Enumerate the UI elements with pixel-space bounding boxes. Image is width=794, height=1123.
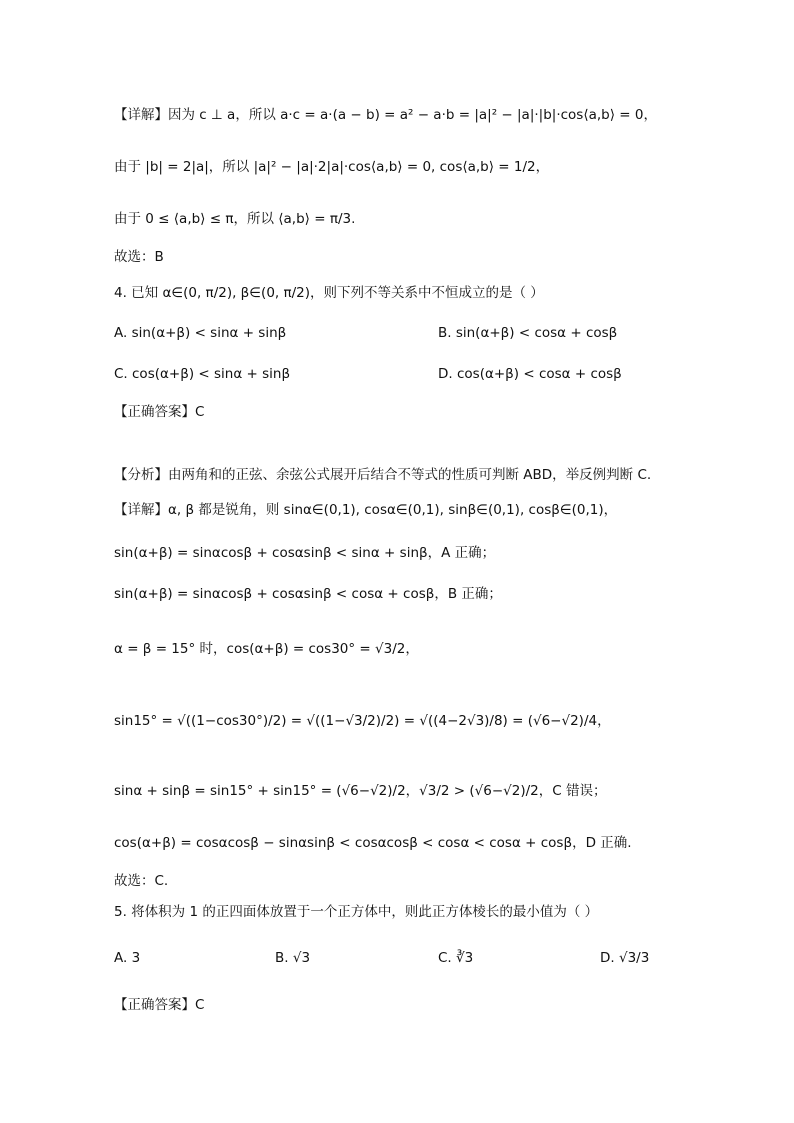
q4-detail-7: cos(α+β) = cosαcosβ − sinαsinβ < cosαcosβ < cosα < cosα + cosβ，D 正确. [114,835,632,851]
q4-detail-4: α = β = 15° 时，cos(α+β) = cos30° = √3/2， [114,641,419,657]
q4-detail-3: sin(α+β) = sinαcosβ + cosαsinβ < cosα + cosβ，B 正确； [114,586,502,602]
q5-option-c: C. ∛3 [438,950,474,966]
q4-option-a: A. sin(α+β) < sinα + sinβ [114,325,287,341]
q4-option-d: D. cos(α+β) < cosα + cosβ [438,366,622,382]
detail-line-3: 由于 0 ≤ ⟨a,b⟩ ≤ π，所以 ⟨a,b⟩ = π/3. [114,211,356,227]
q4-option-b: B. sin(α+β) < cosα + cosβ [438,325,618,341]
q5-option-d: D. √3/3 [600,950,650,966]
q5-option-b: B. √3 [275,950,311,966]
q4-choice: 故选：C. [114,873,169,889]
question-4: 4. 已知 α∈(0, π/2), β∈(0, π/2)，则下列不等关系中不恒成立的是（ ） [114,285,544,301]
q4-detail-6: sinα + sinβ = sin15° + sin15° = (√6−√2)/2，√3/2 > (√6−√2)/2，C 错误； [114,783,607,799]
q5-option-a: A. 3 [114,950,141,966]
choice-line-b: 故选：B [114,249,164,265]
q4-answer: 【正确答案】C [114,404,205,420]
detail-line-2: 由于 |b| = 2|a|，所以 |a|² − |a|·2|a|·cos⟨a,b⟩ = 0, cos⟨a,b⟩ = 1/2， [114,159,550,175]
question-5: 5. 将体积为 1 的正四面体放置于一个正方体中，则此正方体棱长的最小值为（ ） [114,904,599,920]
q4-detail-5: sin15° = √((1−cos30°)/2) = √((1−√3/2)/2) = √((4−2√3)/8) = (√6−√2)/4， [114,713,611,729]
detail-line-1: 【详解】因为 c ⊥ a，所以 a·c = a·(a − b) = a² − a·b = |a|² − |a|·|b|·cos⟨a,b⟩ = 0， [114,107,657,123]
q4-option-c: C. cos(α+β) < sinα + sinβ [114,366,291,382]
q5-answer: 【正确答案】C [114,997,205,1013]
q4-analysis: 【分析】由两角和的正弦、余弦公式展开后结合不等式的性质可判断 ABD，举反例判断 C. [114,467,652,483]
q4-detail-2: sin(α+β) = sinαcosβ + cosαsinβ < sinα + sinβ，A 正确； [114,545,496,561]
q4-detail-1: 【详解】α, β 都是锐角，则 sinα∈(0,1), cosα∈(0,1), sinβ∈(0,1), cosβ∈(0,1)， [114,502,618,518]
